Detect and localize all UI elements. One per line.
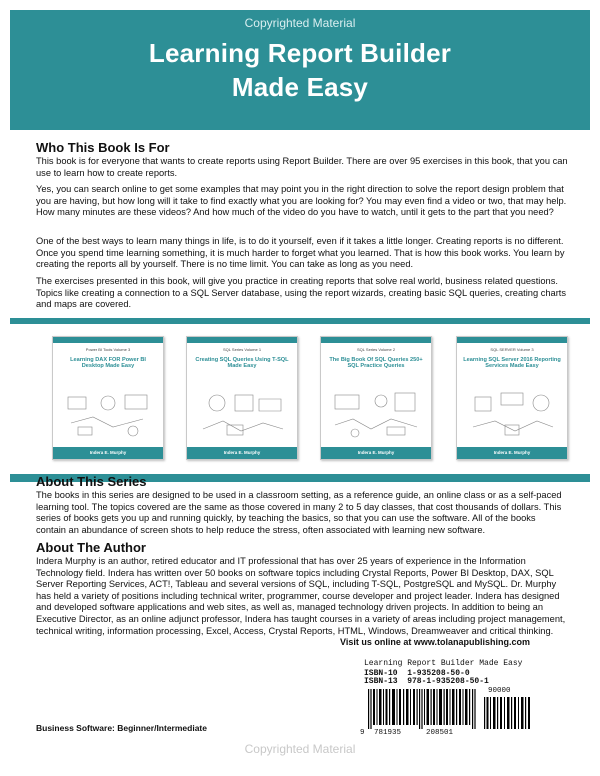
book-cover	[186, 336, 298, 460]
book-author: Indera E. Murphy	[457, 447, 567, 459]
who-paragraph-1: This book is for everyone that wants to create reports using Report Builder. There are over 95 exercises in this book, that you can use to learn how to create reports.	[36, 156, 568, 178]
book-title-line1: Learning Report Builder	[148, 38, 452, 68]
book-cover	[456, 336, 568, 460]
book-series-label: SQL Series Volume 1	[222, 347, 262, 352]
book-title: Creating SQL Queries Using T-SQL Made Easy	[195, 357, 289, 370]
isbn-13: ISBN-13 978-1-935208-50-1	[364, 677, 489, 686]
who-heading: Who This Book Is For	[36, 140, 170, 155]
business-software-level: Business Software: Beginner/Intermediate	[36, 723, 207, 733]
watermark-bottom: Copyrighted Material	[244, 742, 356, 756]
barcode-bars-addon	[484, 697, 534, 729]
book-title: Learning SQL Server 2016 Reporting Services Made Easy	[463, 357, 561, 370]
book-series-label: Power BI Tools Volume 3	[85, 347, 131, 352]
isbn-10: ISBN-10 1-935208-50-0	[364, 669, 470, 678]
barcode-bars-main	[368, 689, 478, 729]
series-paragraph: The books in this series are designed to be used in a classroom setting, as a reference guide, an online class or as a self-paced learning tool. The topics covered are the same as those covered in many 2 to 5 day classes, that cost thousands of dollars. This series of books gets you up and running quickly, by teaching the basics, so that you can use the software. All of the books contain an abundance of screen shots to help reduce the stress, often associated with learning new software.	[36, 490, 562, 535]
who-paragraph-4: The exercises presented in this book, will give you practice in creating reports that solve real world, business related questions. Topics like creating a connection to a SQL Server database, using the report wizards, creating basic SQL queries, creating charts and maps are covered.	[36, 276, 567, 310]
price-code: 90000	[488, 687, 511, 695]
barcode-digits-right: 208501	[426, 729, 454, 737]
sketch-illustration	[197, 389, 287, 439]
barcode-title: Learning Report Builder Made Easy	[364, 659, 523, 668]
barcode-digit-left: 9	[360, 729, 365, 737]
barcode-block	[360, 657, 544, 739]
sketch-illustration	[467, 389, 557, 439]
book-title-line2: Made Easy	[231, 72, 369, 102]
book-cover	[52, 336, 164, 460]
watermark-top: Copyrighted Material	[244, 16, 356, 30]
book-author: Indera E. Murphy	[321, 447, 431, 459]
author-paragraph: Indera Murphy is an author, retired educator and IT professional that has over 25 years of experience in the Information Technology field. Indera has written over 50 books on software topics including Crystal Reports, Power BI Desktop, DAX, SQL Server Reporting Services, ACT!, Tableau and several versions of SQL, including T-SQL, PostgreSQL and MySQL. Dr. Murphy has held a variety of positions including technical writer, programmer, course developer and project leader. Indera has designed and developed software applications and web sites, as well as, managed technology driven projects. In addition to being an Executive Director, as an online adjunct professor, Indera has taught courses in a variety of areas including project management, technical writing, information processing, Excel, Access, Crystal Reports, HTML, Windows, Dreamweaver and critical thinking.	[36, 556, 566, 636]
sketch-illustration	[331, 389, 421, 439]
book-title: Learning DAX FOR Power BI Desktop Made Easy	[70, 357, 146, 370]
book-shelf	[10, 324, 590, 474]
book-series-label: SQL SERVER Volume 3	[490, 347, 534, 352]
book-cover	[320, 336, 432, 460]
book-series-label: SQL Series Volume 2	[356, 347, 396, 352]
author-heading: About The Author	[36, 540, 146, 555]
who-paragraph-3: One of the best ways to learn many things in life, is to do it yourself, even if it takes a little longer. Creating reports is no different. Once you spend time learning something, it is much harder to forget what you learned. That is how this book works. You learn by creating the reports all by yourself. There is no time limit. You can take as long as you need.	[36, 236, 565, 270]
sketch-illustration	[63, 389, 153, 439]
who-paragraph-2: Yes, you can search online to get some examples that may point you in the right direction to solve the report design problem that you are having, but how long will it take to find exactly what you are looking for? You may even find a video or two, that may help. How many minutes are these videos? And how much of the video do you have to watch, until it gets to the part that you need?	[36, 184, 567, 218]
visit-website: Visit us online at www.tolanapublishing.com	[340, 637, 531, 647]
book-title: The Big Book Of SQL Queries 250+ SQL Practice Queries	[329, 357, 423, 370]
book-author: Indera E. Murphy	[187, 447, 297, 459]
barcode-digits-mid: 781935	[374, 729, 402, 737]
series-heading: About This Series	[36, 474, 147, 489]
book-author: Indera E. Murphy	[53, 447, 163, 459]
